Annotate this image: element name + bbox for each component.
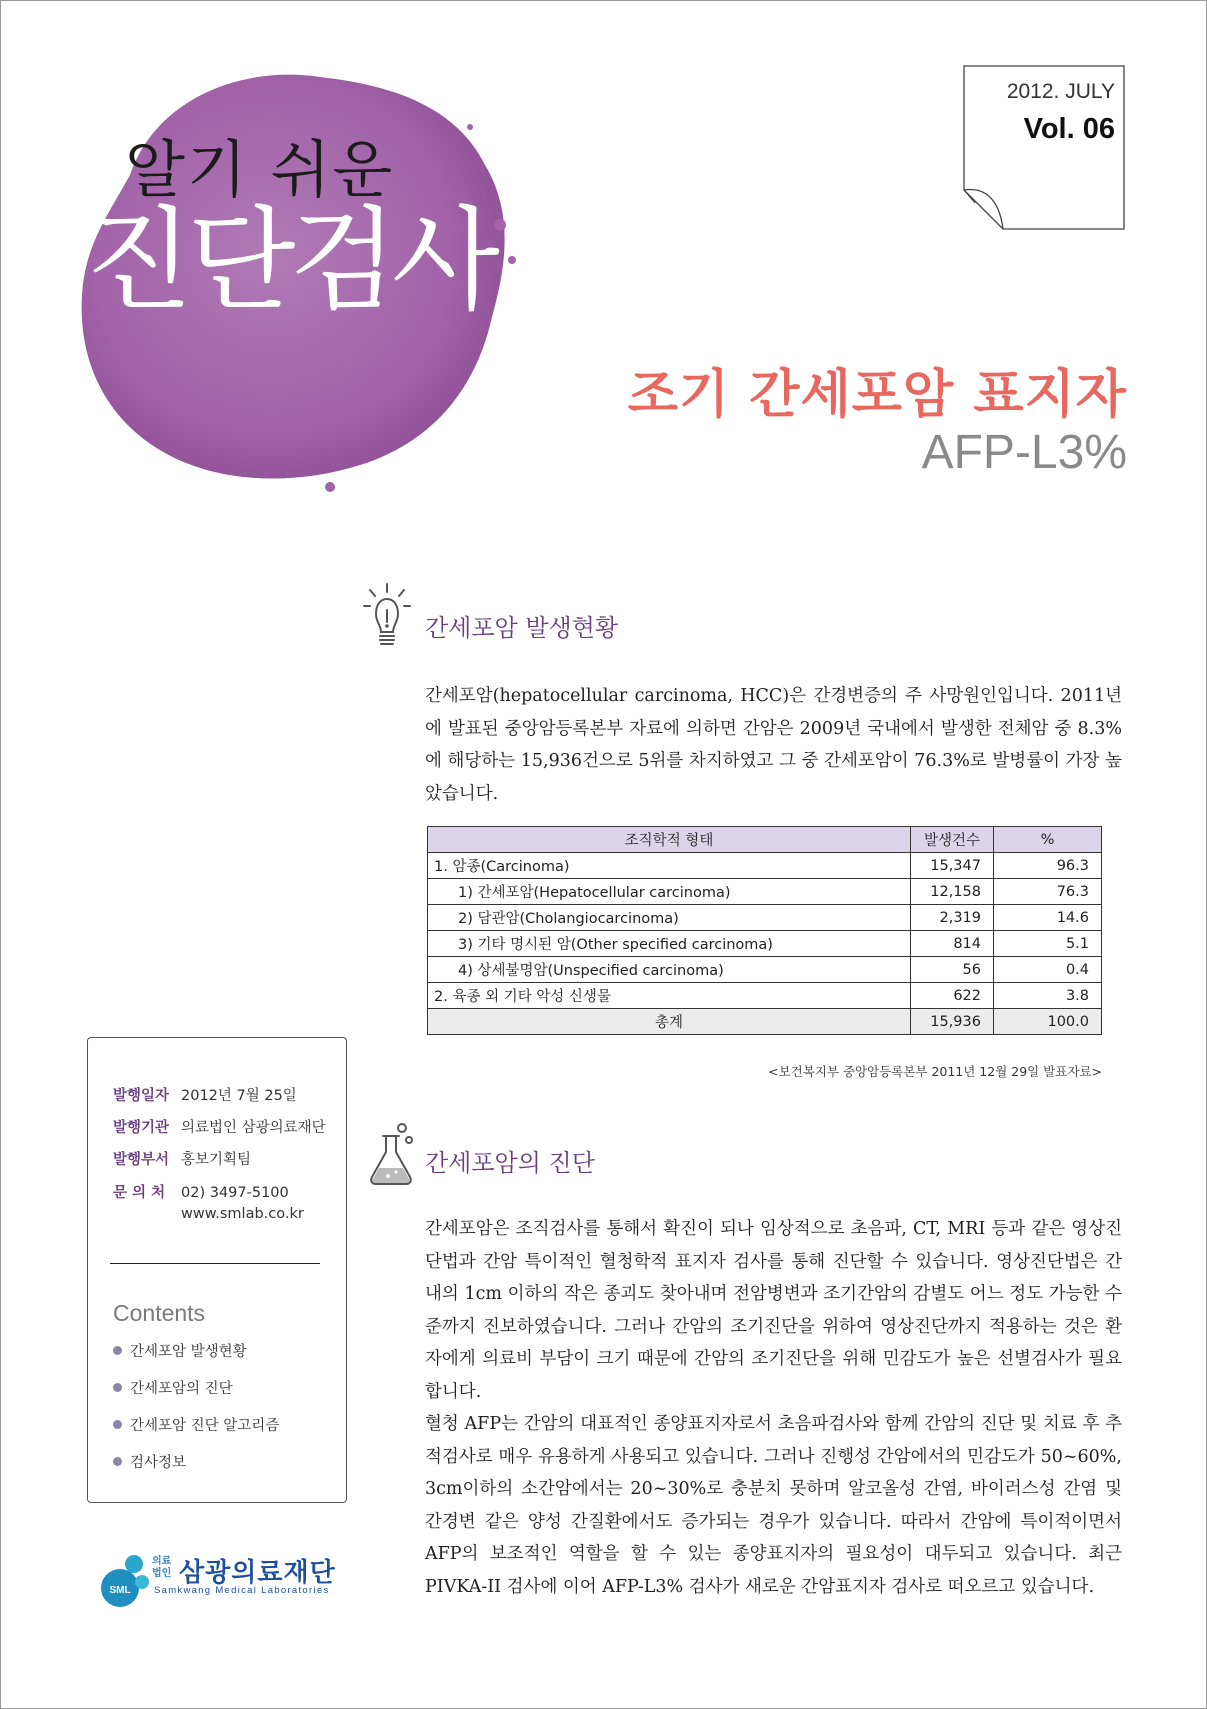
info-label: 문 의 처 — [113, 1185, 166, 1201]
info-label: 발행기관 — [113, 1120, 170, 1136]
bullet-icon — [113, 1346, 122, 1355]
cell-type: 1) 간세포암(Hepatocellular carcinoma) — [428, 879, 911, 905]
brand-line1: 알기 쉬운 — [125, 133, 395, 206]
cell-type: 2. 육종 외 기타 악성 신생물 — [428, 983, 911, 1009]
info-value: 2012년 7월 25일 — [181, 1088, 297, 1104]
cell-pct: 96.3 — [994, 853, 1102, 879]
info-value: 02) 3497-5100 — [181, 1185, 289, 1201]
cell-type: 3) 기타 명시된 암(Other specified carcinoma) — [428, 931, 911, 957]
divider — [110, 1263, 320, 1264]
info-value: 홍보기획팀 — [181, 1152, 252, 1168]
info-row-department — [113, 1148, 251, 1169]
histology-table — [427, 826, 1102, 1035]
contents-item[interactable]: 간세포암 진단 알고리즘 — [113, 1414, 279, 1435]
cell-type: 4) 상세불명암(Unspecified carcinoma) — [428, 957, 911, 983]
info-label: 발행부서 — [113, 1152, 170, 1168]
incidence-paragraph: 간세포암(hepatocellular carcinoma, HCC)은 간경변증의 주 사망원인입니다. 2011년에 발표된 중앙암등록본부 자료에 의하면 간암은 2009년 국내에서 발생한 전체암 중 8.3%에 해당하는 15,936건으로 5위를 차지하였고 그 중 간세포암이 76.3%로 발병률이 가장 높았습니다. — [425, 686, 1122, 804]
table-row — [428, 905, 1102, 931]
cell-pct: 76.3 — [994, 879, 1102, 905]
contents-item[interactable]: 간세포암의 진단 — [113, 1377, 233, 1398]
lightbulb-icon — [362, 582, 412, 650]
info-row-publisher — [113, 1116, 326, 1137]
publication-info-box — [87, 1037, 347, 1503]
cell-count: 15,347 — [911, 853, 994, 879]
cell-count: 814 — [911, 931, 994, 957]
info-row-date — [113, 1084, 297, 1105]
info-row-contact — [113, 1181, 289, 1202]
section-heading-incidence: 간세포암 발생현황 — [425, 614, 619, 642]
section-heading-diagnosis: 간세포암의 진단 — [425, 1149, 595, 1177]
total-pct: 100.0 — [994, 1009, 1102, 1035]
table-source-note: <보건복지부 중앙암등록본부 2011년 12월 29일 발표자료> — [768, 1064, 1102, 1079]
diagnosis-paragraph-1: 간세포암은 조직검사를 통해서 확진이 되나 임상적으로 초음파, CT, MRI 등과 같은 영상진단법과 간암 특이적인 혈청학적 표지자 검사를 통해 진단할 수 있습니다. 영상진단법은 간 내의 1cm 이하의 작은 종괴도 찾아내며 전암병변과 조기간암의 감별도 어느 정도 가능한 수준까지 진보하였습니다. 그러나 간암의 조기진단을 위하여 영상진단까지 적용하는 것은 환자에게 의료비 부담이 크기 때문에 간암의 조기진단을 위해 민감도가 높은 선별검사가 필요합니다. — [425, 1219, 1122, 1402]
info-value: 의료법인 삼광의료재단 — [181, 1120, 326, 1136]
website-link[interactable]: www.smlab.co.kr — [181, 1206, 304, 1222]
logo-name: 삼광의료재단 — [179, 1558, 336, 1588]
logo-prefix: 의료 법인 — [152, 1556, 172, 1579]
col-header-pct: % — [994, 827, 1102, 853]
cell-count: 56 — [911, 957, 994, 983]
contents-item[interactable]: 간세포암 발생현황 — [113, 1340, 247, 1361]
cell-pct: 3.8 — [994, 983, 1102, 1009]
issue-volume: Vol. 06 — [1023, 113, 1115, 145]
sml-logo-icon — [98, 1552, 152, 1608]
issue-date: 2012. JULY — [1006, 80, 1115, 103]
cell-pct: 5.1 — [994, 931, 1102, 957]
bullet-icon — [113, 1383, 122, 1392]
flask-icon — [368, 1122, 416, 1188]
table-total-row — [428, 1009, 1102, 1035]
total-label: 총계 — [428, 1009, 911, 1035]
cell-count: 2,319 — [911, 905, 994, 931]
contents-item[interactable]: 검사정보 — [113, 1451, 186, 1472]
total-count: 15,936 — [911, 1009, 994, 1035]
logo-english: Samkwang Medical Laboratories — [154, 1585, 330, 1596]
cell-count: 12,158 — [911, 879, 994, 905]
brand-line2: 진단검사 — [85, 196, 494, 326]
info-label: 발행일자 — [113, 1088, 170, 1104]
page-title: 조기 간세포암 표지자 — [627, 365, 1127, 425]
table-row — [428, 983, 1102, 1009]
table-row — [428, 879, 1102, 905]
diagnosis-paragraph-2: 혈청 AFP는 간암의 대표적인 종양표지자로서 초음파검사와 함께 간암의 진단 및 치료 후 추적검사로 매우 유용하게 사용되고 있습니다. 그러나 진행성 간암에서의 민감도가 50~60%, 3cm이하의 소간암에서는 20~30%로 충분치 못하며 알코올성 간염, 바이러스성 간염 및 간경변 같은 양성 간질환에서도 증가되는 경우가 있습니다. 따라서 간암에 특이적이면서 AFP의 보조적인 역할을 할 수 있는 종양표지자의 필요성이 대두되고 있습니다. 최근 PIVKA-II 검사에 이어 AFP-L3% 검사가 새로운 간암표지자 검사로 떠오르고 있습니다. — [425, 1414, 1122, 1597]
contents-title: Contents — [113, 1300, 206, 1326]
cell-type: 2) 담관암(Cholangiocarcinoma) — [428, 905, 911, 931]
cell-pct: 14.6 — [994, 905, 1102, 931]
col-header-count: 발생건수 — [911, 827, 994, 853]
col-header-type: 조직학적 형태 — [428, 827, 911, 853]
cell-type: 1. 암종(Carcinoma) — [428, 853, 911, 879]
table-row — [428, 853, 1102, 879]
cell-pct: 0.4 — [994, 957, 1102, 983]
table-row — [428, 931, 1102, 957]
table-header-row — [428, 827, 1102, 853]
bullet-icon — [113, 1457, 122, 1466]
page-subtitle: AFP-L3% — [921, 426, 1127, 479]
bullet-icon — [113, 1420, 122, 1429]
logo-mark-text: SML — [109, 1585, 131, 1596]
cell-count: 622 — [911, 983, 994, 1009]
table-row — [428, 957, 1102, 983]
